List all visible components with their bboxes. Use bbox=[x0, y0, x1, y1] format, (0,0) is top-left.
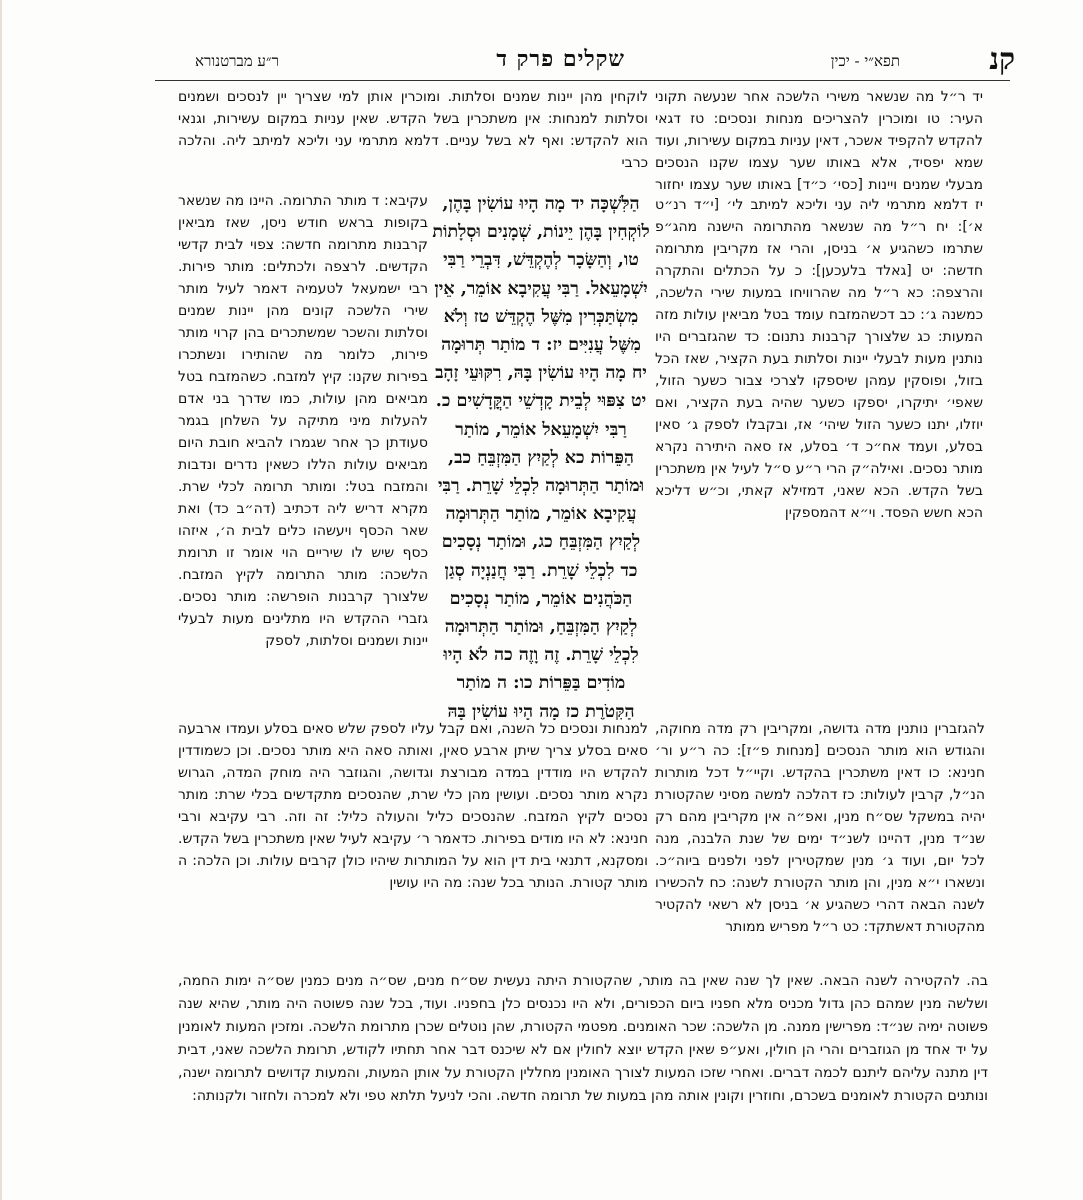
commentary-left-lower bbox=[178, 718, 648, 970]
header-rule bbox=[155, 80, 1010, 81]
running-header bbox=[155, 42, 1015, 82]
commentary-text: יז דלמא מתרמי ליה עני וליכא למיתב לי׳ [י״ד רנ״ט א׳]: יח ר״ל מה שנשאר מהתרומה הישנה מהג״פ שתרמו כשהגיע א׳ בניסן, והרי אז מקריבין מתרומה חדשה: יט [גאלד בלעכען]: כ על הכתלים והתקרה והרצפה: כא ר״ל מה שהרוויחו במעות שירי הלשכה, כמשנה ג׳: כב דכשהמזבח עומד בטל מביאין עולות מזה המעות: כג שלצורך קרבנות נתנום: כד שהגזברים היו נותנין מעות לבעלי יינות וסלתות בעת הקציר, שאז הכל בזול, ופוסקין עמהן שיספקו לצרכי צבור כשער הזול, שאפי׳ יתיקרו, יספקו כשער שהיה בעת הקציר, ואם יוזלו, יתנו כשער הזול שיהי׳ אז, ובקבלו לספק ג׳ סאין בסלע, ועמד אח״כ ד׳ בסלע, אז סאה היתירה נקרא מותר נסכים. ואילה״ק הרי ר״ע ס״ל לעיל אין משתכרין בשל הקדש. הכא שאני, דמזילא קאתי, וכ״ש דליכא הכא חשש הפסד. וי״א דהמספקין bbox=[655, 197, 983, 521]
commentary-right-middle bbox=[655, 194, 983, 712]
mishnah-text: הַלִּשְׁכָּה יד מָה הָיוּ עוֹשִׂין בָּהֶן, לוֹקְחִין בָּהֶן יֵינוֹת, שְׁמָנִים וּסְלָתוֹת טו, וְהַשָּׂכָר לְהֶקְדֵּשׁ, דִּבְרֵי רַבִּי יִשְׁמָעֵאל. רַבִּי עֲקִיבָא אוֹמֵר, אֵין מִשְׂתַּכְּרִין מִשֶּׁל הֶקְדֵּשׁ טז וְלֹא מִשֶּׁל עֲנִיִּים יז: ד מוֹתַר תְּרוּמָה יח מָה הָיוּ עוֹשִׂין בָּהּ, רִקּוּעֵי זָהָב יט צִפּוּי לְבֵית קָדְשֵׁי הַקֳּדָשִׁים כ. רַבִּי יִשְׁמָעֵאל אוֹמֵר, מוֹתַר הַפֵּרוֹת כא לְקַיִץ הַמִּזְבֵּחַ כב, וּמוֹתַר הַתְּרוּמָה לִכְלֵי שָׁרֵת. רַבִּי עֲקִיבָא אוֹמֵר, מוֹתַר הַתְּרוּמָה לְקַיִץ הַמִּזְבֵּחַ כג, וּמוֹתַר נְסָכִים כד לִכְלֵי שָׁרֵת. רַבִּי חֲנַנְיָה סְגַן הַכֹּהֲנִים אוֹמֵר, מוֹתַר נְסָכִים לְקַיִץ הַמִּזְבֵּחַ, וּמוֹתַר הַתְּרוּמָה לִכְלֵי שָׁרֵת. זֶה וָזֶה כה לֹא הָיוּ מוֹדִים בַּפֵּרוֹת כו: ה מוֹתַר הַקְּטֹרֶת כז מָה הָיוּ עוֹשִׂין בָּהּ bbox=[432, 194, 650, 720]
commentary-left-main bbox=[178, 190, 428, 718]
commentary-text: להגזברין נותנין מדה גדושה, ומקריבין רק מדה מחוקה, והגודש הוא מותר הנסכים [מנחות פ״ז]: כה ר״ע ור׳ חנינא: כו דאין משתכרין בהקדש. וקיי״ל דכל מותרות הנ״ל, קרבין לעולות: כז דהלכה למשה מסיני שהקטורת יהיה במשקל שס״ח מנין, ואפ״ה אין מקריבין מהם רק שנ״ד מנין, דהיינו לשנ״ד ימים של שנת הלבנה, מנה לכל יום, ועוד ג׳ מנין שמקטירין לפני ולפנים ביוה״כ. ונשארו י״א מנין, והן מותר הקטורת לשנה: כח להכשירו לשנה הבאה דהרי כשהגיע א׳ בניסן לא רשאי להקטיר מהקטורת דאשתקד: כט ר״ל מפריש ממותר bbox=[655, 721, 985, 935]
header-commentary-name: תפא״י - יכין bbox=[830, 52, 900, 70]
commentary-text: יד ר״ל מה שנשאר משירי הלשכה אחר שנעשה תקוני העיר: טו ומוכרין להצריכים מנחות ונסכים: טז דגאי להקדש להקפיד אשכר, דאין עניות במקום עשירות, ועוד שמא יפסיד, אלא באותו שער עצמו שקנו הנסכים מבעלי שמנים ויינות [כסי׳ כ״ד] באותו שער עצמו יחזור bbox=[655, 89, 983, 193]
commentary-text: בה. להקטירה לשנה הבאה. שאין לך שנה שאין בה מותר, שהקטורת היתה נעשית שס״ח מנים, שס״ה מנים כמנין שס״ה ימות החמה, ושלשה מנין שמהם כהן גדול מכניס מלא חפניו ביום הכפורים, ולא היו נכנסים כלן בחפניו. ועוד, בכל שנה פשוטה היה מותר, שהיא שנה פשוטה ימיה שנ״ד: מפרישין ממנה. מן הלשכה: שכר האומנים. מפטמי הקטורת, שהן נוטלים שכרן מתרומת הלשכה. ומזכין המעות לאומנין על יד אחד מן הגוזברים והרי הן חולין, ואע״פ שאין הקדש יוצא לחולין אם לא שיכנס דבר אחר תחתיו לקודש, תרומת הלשכה שאני, דבית דין מתנה עליהם ליתנם לכמה דברים. ואחרי שזכו המעות לצורך האומנין מחללין הקטורת על אותן המעות, והמעות קדושים לתרומה ישנה, ונותנים הקטורת לאומנים בשכרם, וחוזרין וקונין אותה מהן במעות של תרומה חדשה. והכי לניעל תלתא טפי ולא למכרה ולחזור ולקנותה: bbox=[178, 973, 988, 1104]
mishnah-text-block bbox=[432, 190, 650, 720]
commentary-text: לוקחין מהן יינות שמנים וסלתות. ומוכרין אותן למי שצריך יין לנסכים ושמנים וסלתות למנחות: אין משתכרין בשל הקדש. שאין עניות במקום עשירות, וגנאי הוא להקדש: ואף לא בשל עניים. דלמא מתרמי עני וליכא למיתב ליה. והלכה כרבי bbox=[178, 89, 648, 171]
commentary-text: למנחות ונסכים כל השנה, ואם קבל עליו לספק שלש סאים בסלע ועמדו ארבעה סאים בסלע צריך שיתן ארבע סאין, ואותה סאה היא מותר נסכים. וכן כשמודדין להקדש היו מודדין במדה מבורצת וגדושה, והגוזבר היה מוחק המדה, הגרוש נקרא מותר נסכים. ועושין מהן כלי שרת, שהנסכים מתקדשים בכלי שרת: מותר נסכים לקיץ המזבח. שהנסכים כליל והעולה כליל: זה וזה. רבי עקיבא ורבי חנינא: לא היו מודים בפירות. כדאמר ר׳ עקיבא לעיל שאין משתכרין בשל הקדש. ומסקנא, דתנאי בית דין הוא על המותרות שיהיו כולן קרבים עולות. וכן הלכה: ה מותר קטורת. הנותר בכל שנה: מה היו עושין bbox=[178, 721, 648, 891]
commentary-right-lower bbox=[655, 718, 985, 970]
page-number: קנ bbox=[989, 42, 1015, 77]
commentary-right-top bbox=[655, 86, 983, 194]
commentary-text: עקיבא: ד מותר התרומה. היינו מה שנשאר בקופות בראש חודש ניסן, שאז מביאין קרבנות מתרומה חדשה: צפוי לבית קדשי הקדשים. לרצפה ולכתלים: מותר פירות. רבי ישמעאל לטעמיה דאמר לעיל מותר שירי הלשכה קונים מהן יינות שמנים וסלתות והשכר שמשתכרים בהן קרוי מותר פירות, כלומר מה שהותירו ונשתכרו בפירות שקנו: קיץ למזבח. כשהמזבח בטל מביאים מהן עולות, כמו שדרך בני אדם להעלות מיני מתיקה על השלחן בגמר סעודתן כך אחר שגמרו להביא חובת היום מביאים עולות הללו כשאין נדרים ונדבות והמזבח בטל: ומותר תרומה לכלי שרת. מקרא דריש ליה דכתיב (דה״ב כד) ואת שאר הכסף ויעשהו כלים לבית ה׳, איזהו כסף שיש לו שיריים הוי אומר זו תרומת הלשכה: מותר התרומה לקיץ המזבח. שלצורך קרבנות הופרשה: מותר נסכים. גזברי ההקדש היו מתלינים מעות לבעלי יינות ושמנים וסלתות, לספק bbox=[178, 193, 428, 649]
header-tractate-chapter: שקלים פרק ד bbox=[496, 46, 625, 72]
header-bartenura: ר״ע מברטנורא bbox=[195, 52, 279, 70]
commentary-bottom bbox=[178, 970, 988, 1155]
page-edge bbox=[0, 0, 2, 1200]
commentary-left-top bbox=[178, 86, 648, 174]
